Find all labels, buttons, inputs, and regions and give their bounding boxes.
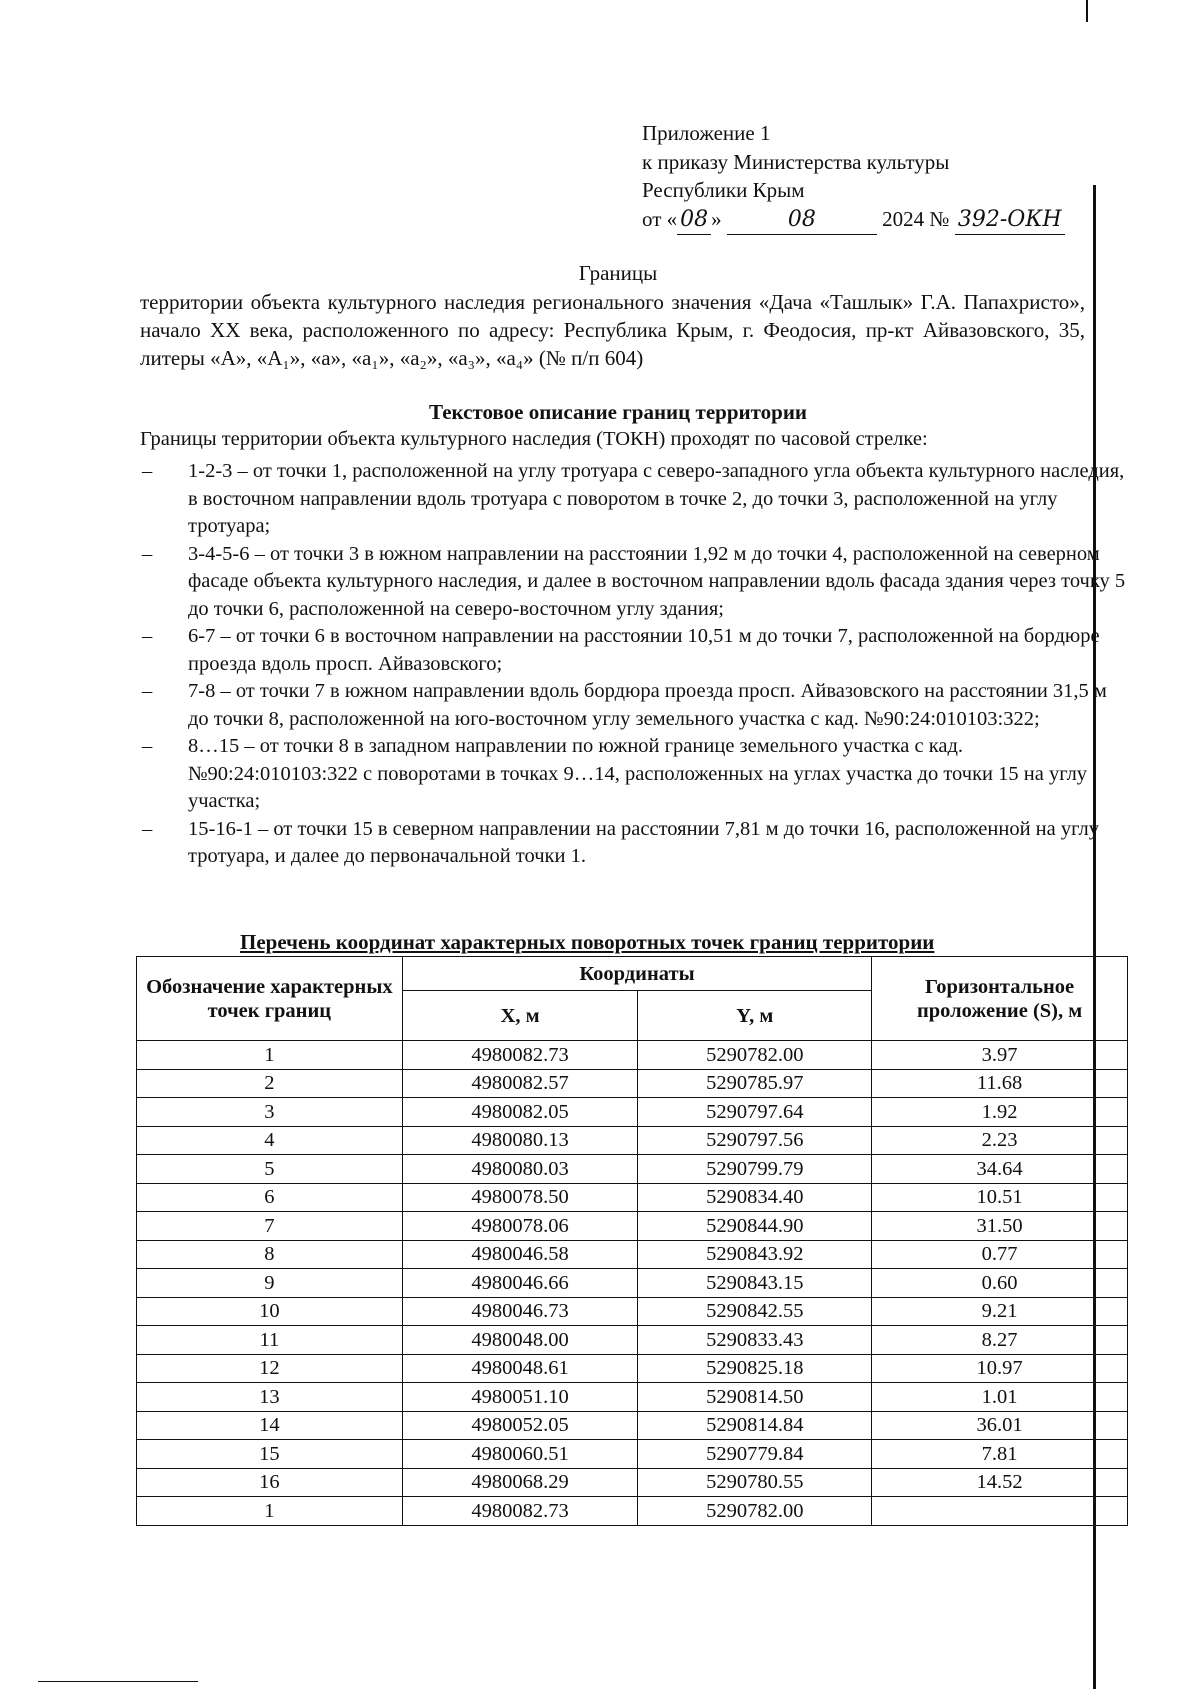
cell-y: 5290833.43 [638,1326,872,1355]
cell-point: 1 [137,1041,403,1070]
cell-point: 14 [137,1411,403,1440]
cell-y: 5290797.64 [638,1098,872,1127]
table-row [137,1126,1128,1155]
cell-x: 4980048.61 [402,1354,638,1383]
cell-s: 34.64 [872,1155,1128,1184]
cell-y: 5290843.92 [638,1240,872,1269]
cell-s: 2.23 [872,1126,1128,1155]
cell-s: 9.21 [872,1297,1128,1326]
cell-s: 8.27 [872,1326,1128,1355]
list-item [140,678,1130,733]
cell-s: 1.01 [872,1383,1128,1412]
cell-point: 6 [137,1183,403,1212]
cell-s: 7.81 [872,1440,1128,1469]
section-intro: Границы территории объекта культурного наследия (ТОКН) проходят по часовой стрелке: [140,428,928,450]
cell-y: 5290785.97 [638,1069,872,1098]
table-row [137,1468,1128,1497]
appendix-line-3: Республики Крым [642,178,805,202]
cell-point: 1 [137,1497,403,1526]
cell-x: 4980082.05 [402,1098,638,1127]
cell-x: 4980046.66 [402,1269,638,1298]
cell-s: 14.52 [872,1468,1128,1497]
table-row [137,1411,1128,1440]
table-row [137,1098,1128,1127]
table-row [137,1069,1128,1098]
cell-y: 5290782.00 [638,1497,872,1526]
cell-x: 4980068.29 [402,1468,638,1497]
header-x: X, м [402,991,638,1041]
order-number: 392-ОКН [955,206,1065,236]
list-dash: – [142,817,153,840]
coordinates-table [136,956,1128,1526]
cell-s: 10.97 [872,1354,1128,1383]
cell-s: 3.97 [872,1041,1128,1070]
list-item-text: 6-7 – от точки 6 в восточном направлении на расстоянии 10,51 м до точки 7, расположенной на бордюре проезда вдоль просп. Айвазовского; [188,625,1100,675]
list-item-text: 1-2-3 – от точки 1, расположенной на углу тротуара с северо-западного угла объекта культурного наследия, в восточном направлении вдоль тротуара с поворотом в точке 2, до точки 3, расположенной на углу тротуара; [188,460,1125,537]
header-point: Обозначение характерных точек границ [137,957,403,1041]
cell-x: 4980080.03 [402,1155,638,1184]
header-y: Y, м [638,991,872,1041]
list-item-text: 15-16-1 – от точки 15 в северном направлении на расстоянии 7,81 м до точки 16, расположенной на углу тротуара, и далее до первоначальной точки 1. [188,817,1099,867]
cell-x: 4980046.73 [402,1297,638,1326]
list-item [140,733,1130,816]
order-year: 2024 [882,206,925,231]
cell-s: 0.77 [872,1240,1128,1269]
cell-y: 5290842.55 [638,1297,872,1326]
cell-y: 5290825.18 [638,1354,872,1383]
table-row [137,1497,1128,1526]
cell-y: 5290814.84 [638,1411,872,1440]
cell-x: 4980078.06 [402,1212,638,1241]
table-row [137,1240,1128,1269]
table-title: Перечень координат характерных поворотных точек границ территории [240,930,935,954]
cell-x: 4980046.58 [402,1240,638,1269]
list-item-text: 7-8 – от точки 7 в южном направлении вдоль бордюра проезда просп. Айвазовского на расстоянии 31,5 м до точки 8, расположенной на юго-восточном углу земельного участка с кад. №90:24:010103:322; [188,680,1107,730]
cell-point: 2 [137,1069,403,1098]
cell-x: 4980080.13 [402,1126,638,1155]
table-row [137,1041,1128,1070]
header-coordinates: Координаты [402,957,871,991]
cell-y: 5290779.84 [638,1440,872,1469]
appendix-line-2: к приказу Министерства культуры [642,149,950,174]
cell-x: 4980060.51 [402,1440,638,1469]
cell-x: 4980082.73 [402,1497,638,1526]
list-item [140,458,1130,541]
cell-y: 5290797.56 [638,1126,872,1155]
order-day: 08 [677,206,711,236]
section-title: Текстовое описание границ территории [428,400,808,424]
table-row [137,1297,1128,1326]
cell-point: 10 [137,1297,403,1326]
list-dash: – [142,625,153,647]
table-row [137,1383,1128,1412]
cell-y: 5290843.15 [638,1269,872,1298]
cell-y: 5290844.90 [638,1212,872,1241]
cell-y: 5290834.40 [638,1183,872,1212]
scan-line-top [1086,0,1088,22]
date-prefix: от « [642,206,678,231]
appendix-block [642,119,1065,235]
cell-y: 5290782.00 [638,1041,872,1070]
appendix-line-1: Приложение 1 [642,121,771,145]
table-row [137,1269,1128,1298]
segment-list [140,458,1130,871]
cell-s: 31.50 [872,1212,1128,1241]
header-horizontal-distance: Горизонтальное проложение (S), м [872,957,1128,1041]
list-item [140,541,1130,624]
list-dash: – [142,735,153,757]
list-item-text: 8…15 – от точки 8 в западном направлении по южной границе земельного участка с кад. №90:24:010103:322 с поворотами в точках 9…14, расположенных на углах участка до точки 15 на углу участка; [188,735,1088,812]
cell-point: 16 [137,1468,403,1497]
cell-point: 3 [137,1098,403,1127]
cell-s [872,1497,1128,1526]
cell-y: 5290814.50 [638,1383,872,1412]
cell-point: 9 [137,1269,403,1298]
list-item-text: 3-4-5-6 – от точки 3 в южном направлении на расстоянии 1,92 м до точки 4, расположенной на северном фасаде объекта культурного наследия, и далее в восточном направлении вдоль фасада здания через точку 5 до точки 6, расположенной на северо-восточном углу здания; [188,542,1126,620]
cell-point: 8 [137,1240,403,1269]
territory-description [140,288,1085,372]
number-prefix: № [929,206,950,231]
cell-y: 5290780.55 [638,1468,872,1497]
cell-x: 4980082.57 [402,1069,638,1098]
date-quote: » [711,206,722,231]
cell-point: 7 [137,1212,403,1241]
cell-point: 15 [137,1440,403,1469]
table-row [137,1354,1128,1383]
list-item [140,623,1130,678]
document-title: Границы [578,261,658,285]
table-row [137,1326,1128,1355]
list-dash: – [142,460,153,482]
list-dash: – [142,680,153,702]
table-row [137,1183,1128,1212]
cell-s: 11.68 [872,1069,1128,1098]
cell-x: 4980051.10 [402,1383,638,1412]
cell-point: 11 [137,1326,403,1355]
cell-s: 36.01 [872,1411,1128,1440]
cell-point: 5 [137,1155,403,1184]
cell-point: 4 [137,1126,403,1155]
order-date-line [642,205,1065,236]
cell-x: 4980052.05 [402,1411,638,1440]
footnote-divider [38,1681,198,1682]
table-row [137,1440,1128,1469]
list-item [140,816,1130,871]
table-row [137,1212,1128,1241]
cell-y: 5290799.79 [638,1155,872,1184]
table-row [137,1155,1128,1184]
cell-s: 1.92 [872,1098,1128,1127]
cell-x: 4980082.73 [402,1041,638,1070]
cell-x: 4980078.50 [402,1183,638,1212]
cell-x: 4980048.00 [402,1326,638,1355]
cell-s: 10.51 [872,1183,1128,1212]
list-dash: – [142,542,153,565]
description-text: территории объекта культурного наследия регионального значения «Дача «Ташлык» Г.А. Папахристо», начало XX века, расположенного по адресу: Республика Крым, г. Феодосия, пр-кт Айвазовского, 35, литеры «А», «А₁», «а», «а₁», «а₂», «а₃», «а₄» (№ п/п 604) [140,290,1085,370]
cell-s: 0.60 [872,1269,1128,1298]
cell-point: 12 [137,1354,403,1383]
order-month: 08 [727,206,877,236]
cell-point: 13 [137,1383,403,1412]
